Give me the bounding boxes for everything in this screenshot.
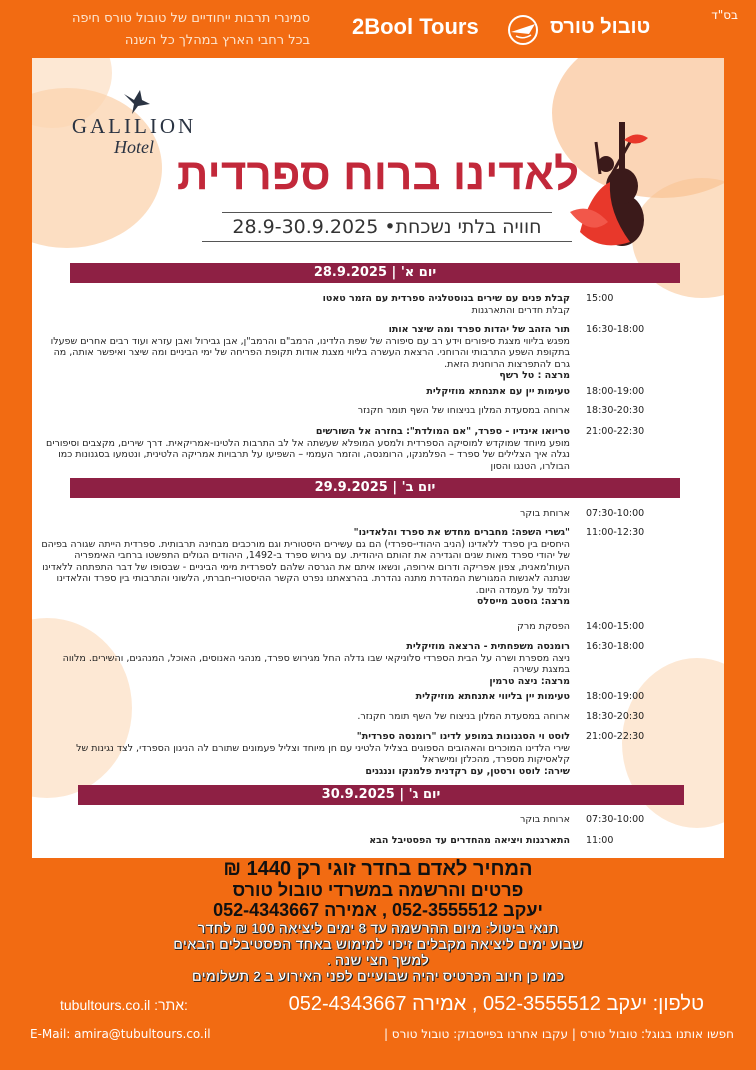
top-header bbox=[0, 0, 756, 58]
event-title: לאדינו ברוח ספרדית bbox=[176, 150, 580, 199]
subtitle-rule bbox=[222, 212, 552, 213]
hotel-sub: Hotel bbox=[114, 137, 154, 157]
pricing-block bbox=[0, 858, 756, 988]
brand-english: 2Bool Tours bbox=[352, 14, 479, 39]
registration-line: פרטים והרשמה במשרדי טובול טורס bbox=[232, 880, 524, 900]
cancel-terms: תנאי ביטול: מיום ההרשמה עד 8 ימים ליציאה 100 ₪ לחדר bbox=[197, 920, 559, 936]
phone-numbers: טלפון: יעקב 052-3555512 , אמירה 052-4343667 bbox=[288, 993, 704, 1015]
email-link[interactable]: E-Mail: amira@tubultours.co.il bbox=[30, 1027, 211, 1041]
day-bar-2: יום ב' | 29.9.2025 bbox=[70, 478, 680, 498]
event-subtitle: חוויה בלתי נשכחת• 28.9-30.9.2025 bbox=[202, 216, 572, 242]
bird-icon bbox=[120, 86, 154, 116]
day-bar-1: יום א' | 28.9.2025 bbox=[70, 263, 680, 283]
hotel-name: GALILION bbox=[71, 114, 197, 138]
price-line: המחיר לאדם בחדר זוגי רק 1440 ₪ bbox=[223, 858, 533, 880]
day-bar-3: יום ג' | 30.9.2025 bbox=[78, 785, 684, 805]
contact-numbers: יעקב 052-3555512 , אמירה 052-4343667 bbox=[213, 900, 543, 920]
cancel-terms: למשך חצי שנה . bbox=[327, 952, 429, 968]
social-links: חפשו אותנו בגוגל: טובול טורס | עקבו אחרנו בפייסבוק: טובול טורס | bbox=[383, 1027, 734, 1041]
brand-hebrew: טובול טורס bbox=[550, 16, 651, 38]
payment-terms: כמו כן חיוב הכרטיס יהיה שבועיים לפני האירוע ב 2 תשלומים bbox=[191, 968, 565, 984]
cancel-terms: שבוע ימים ליציאה מקבלים זיכוי למימוש באחד הפסטיבלים הבאים bbox=[172, 936, 584, 952]
website[interactable]: tubultours.co.il :אתר: bbox=[60, 997, 188, 1013]
bsd-mark: בס"ד bbox=[711, 8, 738, 22]
seminars-tagline: סמינרי תרבות ייחודיים של טובול טורס חיפה בכל רחבי הארץ במהלך כל השנה bbox=[71, 11, 310, 48]
plane-logo-icon bbox=[504, 12, 542, 46]
